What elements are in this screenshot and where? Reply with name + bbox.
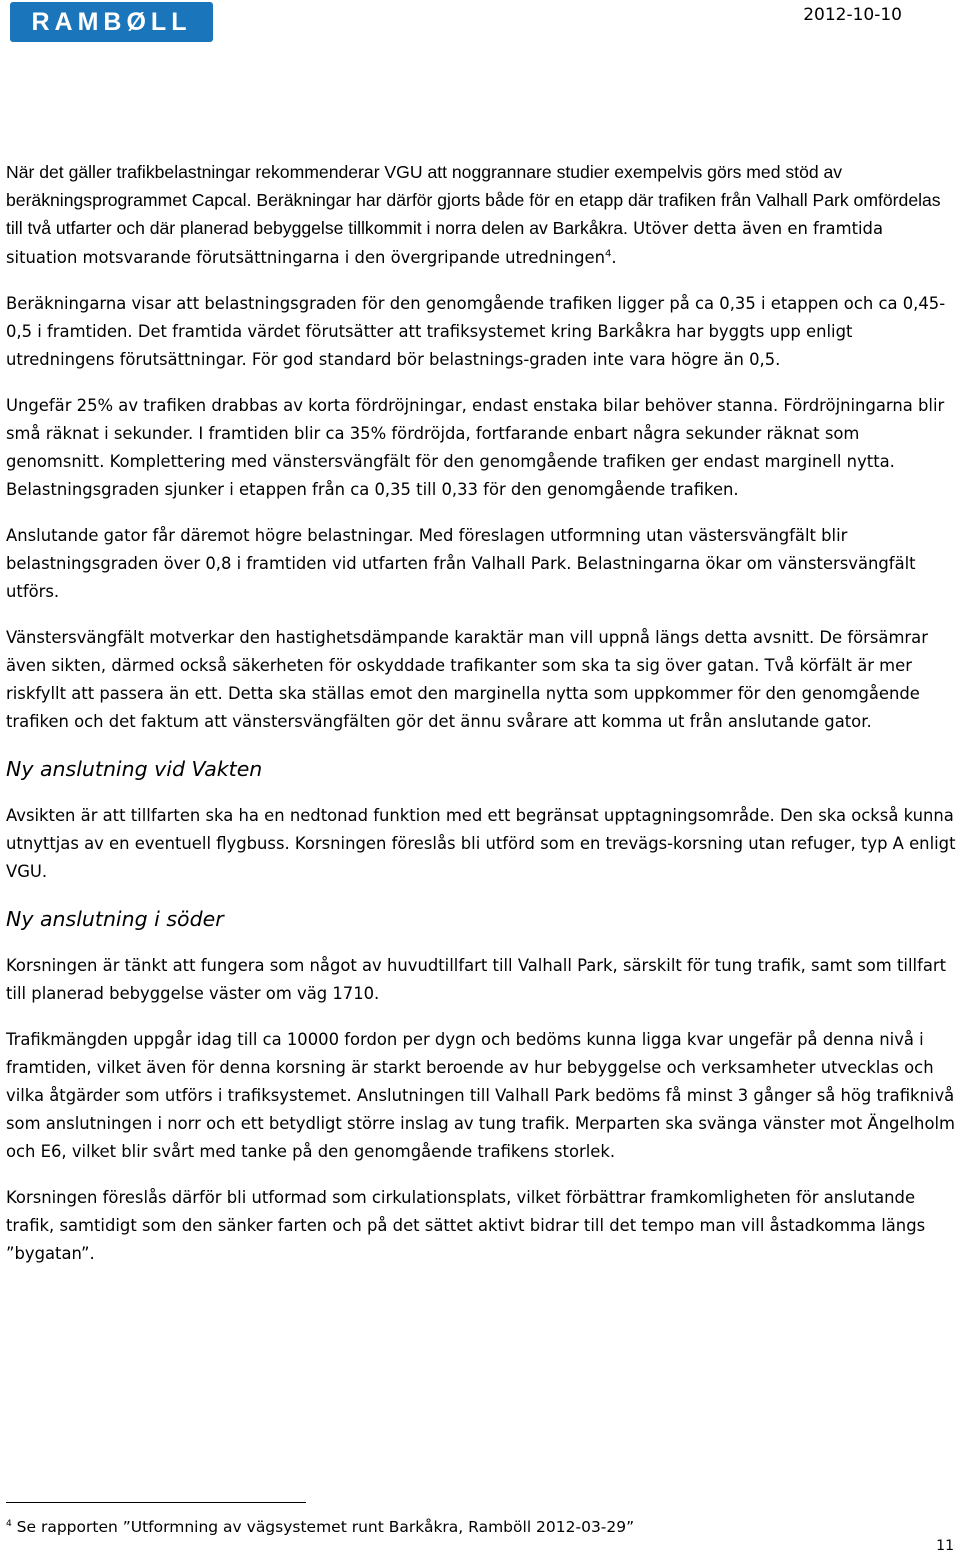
- paragraph-trafikmangd: Trafikmängden uppgår idag till ca 10000 fordon per dygn och bedöms kunna ligga kvar ungefär på denna nivå i framtiden, vilket även för denna korsning är starkt beroende av hur bebyggelse och verksamheter utvecklas och vilka åtgärder som utförs i trafiksystemet. Anslutningen till Valhall Park bedöms få minst 3 gånger så hög trafiknivå som anslutningen i norr och ett betydligt större inslag av tung trafik. Merparten ska svänga vänster mot Ängelholm och E6, vilket blir svårt med tanke på den genomgående trafikens storlek.: [6, 1030, 955, 1161]
- footnote-ref[interactable]: 4: [605, 248, 612, 260]
- paragraph-belastningsgrad: Beräkningarna visar att belastningsgraden för den genomgående trafiken ligger på ca 0,35 i etappen och ca 0,45-0,5 i framtiden. Det framtida värdet förutsätter att trafiksystemet kring Barkåkra har byggts upp enligt utredningens förutsättningar. För god standard bör belastnings-graden inte vara högre än 0,5.: [6, 294, 946, 369]
- document-date: 2012-10-10: [803, 5, 902, 25]
- ramboll-logo: RAMBØLL: [10, 2, 213, 42]
- paragraph-vanstersvangfalt: Vänstersvängfält motverkar den hastighetsdämpande karaktär man vill uppnå längs detta avsnitt. De försämrar även sikten, därmed också säkerheten för oskyddade trafikanter som ska ta sig över gatan. Två körfält är mer riskfyllt att passera än ett. Detta ska ställas emot den marginella nytta som uppkommer för den genomgående trafiken och det faktum att vänstersvängfälten gör det ännu svårare att komma ut från anslutande gator.: [6, 628, 928, 731]
- footnote-text: Se rapporten ”Utformning av vägsystemet runt Barkåkra, Ramböll 2012-03-29”: [11, 1518, 635, 1536]
- paragraph-soder-intro: Korsningen är tänkt att fungera som något av huvudtillfart till Valhall Park, särskilt för tung trafik, samt som tillfart till planerad bebyggelse väster om väg 1710.: [6, 956, 947, 1003]
- paragraph-capcal: [6, 158, 958, 272]
- paragraph-vakten: Avsikten är att tillfarten ska ha en nedtonad funktion med ett begränsat upptagningsområde. Den ska också kunna utnyttjas av en eventuell flygbuss. Korsningen föreslås bli utförd som en trevägs-korsning utan refuger, typ A enligt VGU.: [6, 806, 956, 881]
- document-body: [6, 158, 958, 1286]
- page-number: 11: [936, 1538, 954, 1554]
- heading-vakten: Ny anslutning vid Vakten: [6, 757, 263, 781]
- footnote: [6, 1515, 634, 1539]
- heading-soder: Ny anslutning i söder: [6, 907, 224, 931]
- paragraph-capcal-part1: När det gäller trafikbelastningar rekommenderar VGU att noggrannare studier exempelvis görs med stöd av beräkningsprogrammet Capcal. Beräkningar har därför gjorts både för en etapp där trafiken från Valhall Park omfördelas till två utfarter och där planerad bebyggelse tillkommit i norra delen av Barkåkra.: [6, 162, 941, 238]
- footnote-divider: [6, 1502, 306, 1503]
- paragraph-fordrojning: Ungefär 25% av trafiken drabbas av korta fördröjningar, endast enstaka bilar behöver stanna. Fördröjningarna blir små räknat i sekunder. I framtiden blir ca 35% fördröjda, fortfarande enbart några sekunder räknat som genomsnitt. Komplettering med vänstersvängfält för den genomgående trafiken ger endast marginell nytta. Belastningsgraden sjunker i etappen från ca 0,35 till 0,33 för den genomgående trafiken.: [6, 396, 945, 499]
- paragraph-cirkulationsplats: Korsningen föreslås därför bli utformad som cirkulationsplats, vilket förbättrar framkomligheten för anslutande trafik, samtidigt som den sänker farten och på det sättet aktivt bidrar till det tempo man vill åstadkomma längs ”bygatan”.: [6, 1188, 926, 1263]
- footnote-number: 4: [6, 1518, 12, 1529]
- paragraph-capcal-part2: Utöver detta även en framtida situation motsvarande förutsättningarna i den övergripande utredningen$^4$.: [6, 219, 884, 267]
- paragraph-anslutande-gator: Anslutande gator får däremot högre belastningar. Med föreslagen utformning utan västersvängfält blir belastningsgraden över 0,8 i framtiden vid utfarten från Valhall Park. Belastningarna ökar om vänstersvängfält utförs.: [6, 526, 916, 601]
